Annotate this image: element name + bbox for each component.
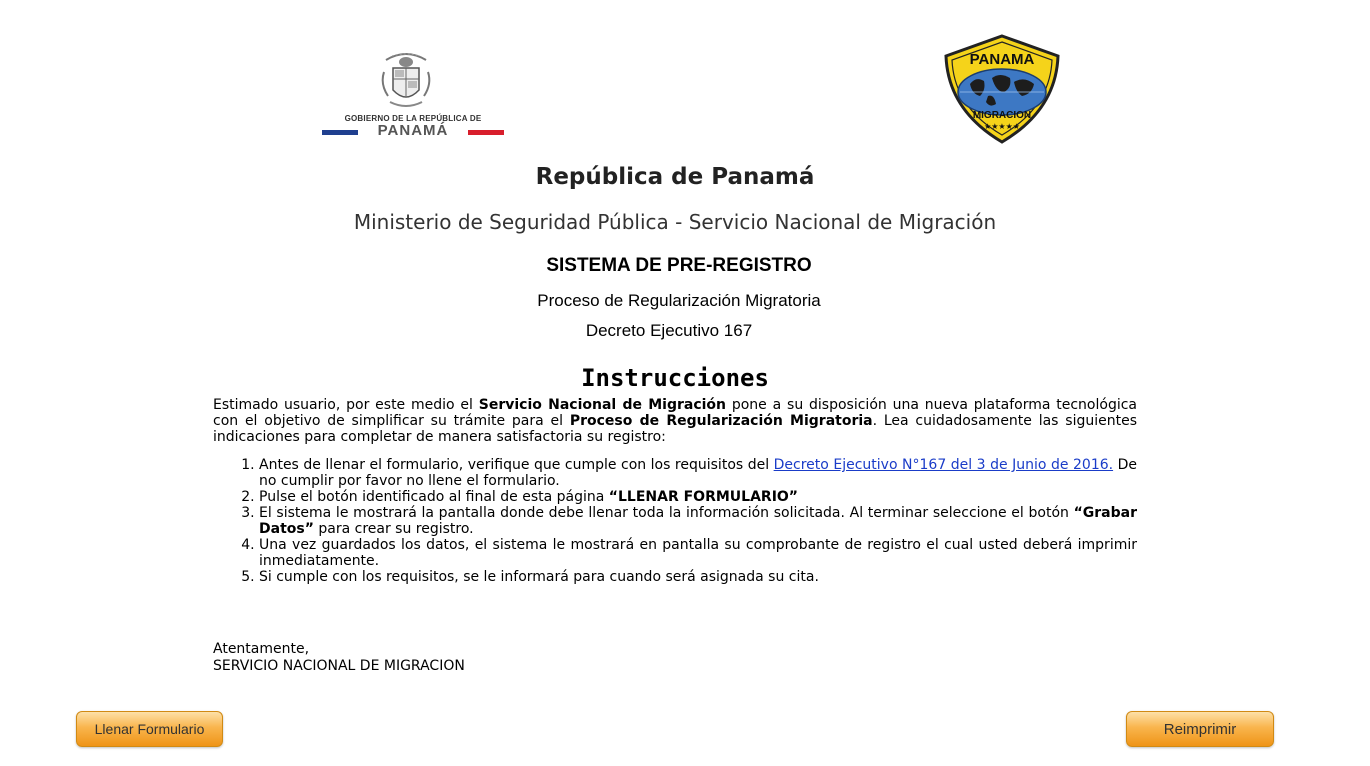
migracion-badge-bottom-text: MIGRACION [972, 110, 1032, 121]
list-item [259, 457, 1137, 489]
ministry-subtitle: Ministerio de Seguridad Pública - Servicio Nacional de Migración [353, 210, 997, 234]
intro-text-1: Estimado usuario, por este medio el [213, 397, 479, 413]
migracion-badge-logo [940, 34, 1064, 146]
intro-bold-2: Proceso de Regularización Migratoria [569, 413, 873, 429]
instructions-body [213, 397, 1137, 585]
intro-bold-1: Servicio Nacional de Migración [478, 397, 727, 413]
step-2-text: Pulse el botón identificado al final de esta página [259, 489, 609, 505]
page-title: República de Panamá [535, 164, 815, 190]
flag-red-bar [468, 130, 504, 135]
process-subtitle: Proceso de Regularización Migratoria [537, 291, 821, 310]
government-label: GOBIERNO DE LA REPÚBLICA DE [344, 114, 482, 123]
government-name-row [322, 124, 504, 140]
instructions-heading: Instrucciones [581, 364, 769, 392]
llenar-formulario-button[interactable]: Llenar Formulario [76, 711, 223, 747]
migracion-badge-stars: ★★★★★ [984, 122, 1020, 131]
step-2-bold: “LLENAR FORMULARIO” [608, 489, 799, 505]
list-item [259, 489, 1137, 505]
step-3-bold: “Grabar Datos” [259, 505, 1137, 537]
intro-text-3: . Lea cuidadosamente las siguientes indicaciones para completar de manera satisfactoria su registro: [213, 413, 1137, 445]
system-title: SISTEMA DE PRE-REGISTRO [546, 255, 812, 276]
closing-signature [213, 641, 813, 675]
step-3-text-2: para crear su registro. [313, 521, 474, 537]
coat-of-arms-icon [378, 50, 434, 114]
closing-salutation: Atentamente, [213, 641, 310, 657]
migracion-badge-top-text: PANAMA [969, 51, 1035, 68]
step-1-text-2: De no cumplir por favor no llene el formulario. [259, 457, 1137, 489]
list-item [259, 505, 1137, 537]
intro-text-2: pone a su disposición una nueva plataforma tecnológica con el objetivo de simplificar su trámite para el [213, 397, 1138, 429]
steps-list [213, 457, 1137, 585]
government-logo [322, 50, 504, 142]
list-item [259, 569, 1137, 585]
step-4-text: Una vez guardados los datos, el sistema le mostrará en pantalla su comprobante de registro el cual usted deberá imprimir inmediatamente. [259, 537, 1137, 569]
closing-signer: SERVICIO NACIONAL DE MIGRACION [213, 658, 465, 674]
decree-subtitle: Decreto Ejecutivo 167 [585, 321, 753, 340]
step-5-text: Si cumple con los requisitos, se le informará para cuando será asignada su cita. [259, 569, 819, 585]
government-name: PANAMÁ [377, 122, 449, 139]
flag-blue-bar [322, 130, 358, 135]
list-item [259, 537, 1137, 569]
intro-paragraph [213, 397, 1137, 445]
decree-link[interactable]: Decreto Ejecutivo N°167 del 3 de Junio de 2016. [773, 457, 1114, 473]
reimprimir-button[interactable]: Reimprimir [1126, 711, 1274, 747]
step-3-text-1: El sistema le mostrará la pantalla donde debe llenar toda la información solicitada. Al terminar seleccione el botón [259, 505, 1074, 521]
step-1-text-1: Antes de llenar el formulario, verifique que cumple con los requisitos del [259, 457, 774, 473]
